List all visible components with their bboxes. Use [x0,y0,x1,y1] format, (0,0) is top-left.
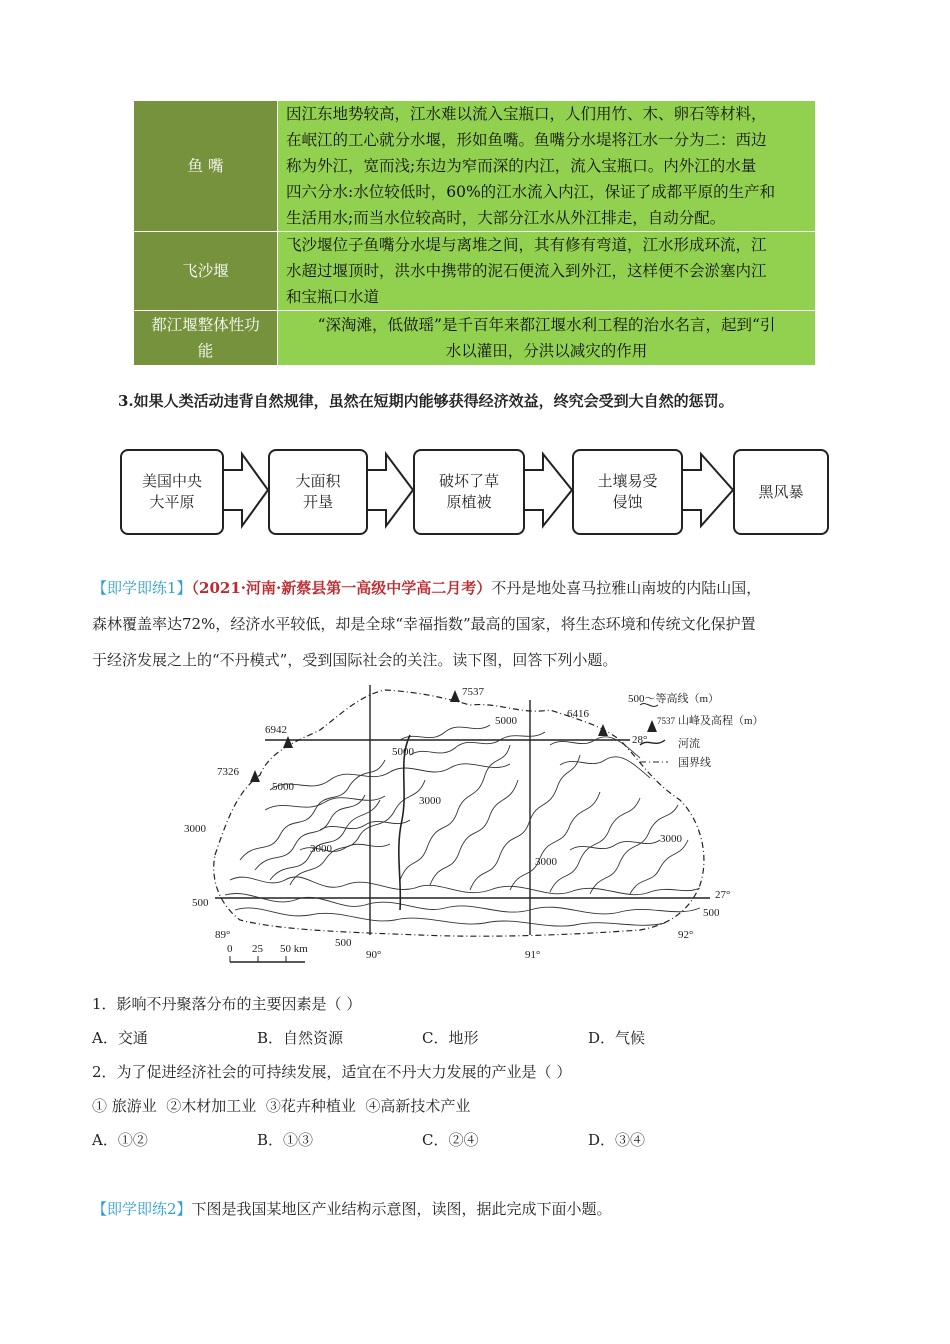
flow-box [733,449,829,535]
table-row [134,101,816,232]
flow-box [413,449,525,535]
longitude-label: 91° [525,949,541,961]
paragraph-line: 于经济发展之上的“不丹模式”，受到国际社会的关注。读下图，回答下列小题。 [92,651,618,669]
table-row [134,232,816,311]
contour-label: 3000 [310,843,332,855]
option-b[interactable]: B．自然资源 [257,1029,344,1047]
flow-line: 侵蚀 [612,493,643,511]
text-line: 水超过堰顶时，洪水中携带的泥石便流入到外江，这样便不会淤塞内江 [286,262,767,280]
paragraph-line: 森林覆盖率达72%，经济水平较低，却是全球“幸福指数”最高的国家，将生态环境和传统文化保护置 [92,615,756,633]
flow-line: 破坏了草 [438,472,499,490]
row-header [134,311,278,366]
flow-line: 大面积 [295,472,341,490]
latitude-label: 28° [632,734,648,746]
legend-border: 国界线 [678,757,711,769]
option-a[interactable]: A．①② [92,1131,148,1149]
legend-peak-value: 7537 [657,716,675,726]
contour-lines [225,725,700,926]
section-heading: 3.如果人类活动违背自然规律，虽然在短期内能够获得经济效益，终究会受到大自然的惩罚。 [118,392,734,410]
arrow-icon [366,454,413,526]
contour-label: 5000 [495,715,517,727]
contour-label: 3000 [535,856,557,868]
legend-contour: 500～等高线（m） [628,693,720,705]
dujiangyan-table [133,100,816,366]
longitude-label: 90° [366,949,382,961]
flow-line: 黑风暴 [758,482,804,501]
text-line: 四六分水:水位较低时，60%的江水流入内江，保证了成都平原的生产和 [286,183,776,201]
practice-paragraph [92,570,862,678]
text-line: 和宝瓶口水道 [286,288,380,306]
contour-label: 3000 [184,823,206,835]
flow-box [572,449,683,535]
text-line: 在岷江的工心就分水堰，形如鱼嘴。鱼嘴分水堤将江水一分为二：西边 [286,131,767,149]
option-d[interactable]: D．气候 [588,1029,646,1047]
question-stem: 1．影响不丹聚落分布的主要因素是（ ） [92,995,362,1013]
longitude-label: 89° [215,929,231,941]
legend-peak: 山峰及高程（m） [678,715,764,727]
practice-tag: 【即学即练2】 [92,1200,192,1218]
row-content [278,311,816,366]
header-line: 能 [197,342,214,360]
source-label: （2021·河南·新蔡县第一高级中学高二月考） [191,579,492,597]
flow-line: 原植被 [446,493,492,511]
row-content [278,101,816,232]
option-b[interactable]: B．①③ [257,1131,314,1149]
paragraph-text: 下图是我国某地区产业结构示意图，读图，据此完成下面小题。 [191,1200,612,1218]
option-c[interactable]: C．地形 [422,1029,479,1047]
flow-line: 土壤易受 [597,472,658,490]
flow-line: 大平原 [149,493,195,511]
peak-label: 6942 [265,724,287,736]
contour-label: 5000 [272,781,294,793]
scale-label: 0 [227,943,233,955]
text-line: 生活用水;而当水位较高时，大部分江水从外江排走，自动分配。 [286,209,726,227]
contour-label: 3000 [419,795,441,807]
latitude-label: 27° [715,889,731,901]
peak-icon [598,724,608,736]
contour-label: 5000 [392,746,414,758]
row-header: 鱼 嘴 [134,101,278,232]
flow-box [120,449,224,535]
flow-line: 美国中央 [141,472,202,490]
scale-label: 25 [252,943,263,955]
text-line: “深淘滩，低做瑶”是千百年来都江堰水利工程的治水名言，起到“引 [317,316,776,334]
option-c[interactable]: C．②④ [422,1131,479,1149]
text-line: 因江东地势较高，江水难以流入宝瓶口，人们用竹、木、卵石等材料， [286,105,767,123]
row-content [278,232,816,311]
bhutan-map [170,680,770,980]
text-line: 飞沙堰位子鱼嘴分水堤与离堆之间，其有修有弯道，江水形成环流，江 [286,236,767,254]
peak-icon [283,736,293,748]
header-line: 都江堰整体性功 [151,316,260,334]
scale-label: 50 km [280,943,308,955]
practice-tag: 【即学即练1】 [92,579,192,597]
flow-line: 开垦 [302,493,333,511]
arrow-icon [681,454,733,526]
text-line: 称为外江，宽而浅;东边为窄而深的内江，流入宝瓶口。内外江的水量 [286,157,757,175]
contour-label: 500 [192,897,209,909]
practice-paragraph [92,1198,612,1219]
legend-river: 河流 [678,738,700,750]
text-line: 水以灌田，分洪以减灾的作用 [445,342,648,360]
peak-icon [647,720,657,732]
question-stem: 2．为了促进经济社会的可持续发展，适宜在不丹大力发展的产业是（ ） [92,1063,572,1081]
paragraph-line [92,570,862,606]
arrow-icon [523,454,572,526]
contour-label: 500 [335,937,352,949]
paragraph-text: 不丹是地处喜马拉雅山南坡的内陆山国， [491,579,762,597]
option-d[interactable]: D．③④ [588,1131,646,1149]
arrow-icon [222,454,268,526]
peak-label: 7537 [462,686,484,698]
peak-label: 7326 [217,766,239,778]
peak-label: 6416 [567,708,589,720]
longitude-label: 92° [678,929,694,941]
contour-label: 3000 [660,833,682,845]
question-items: ① 旅游业 ②木材加工业 ③花卉种植业 ④高新技术产业 [92,1097,471,1115]
table-row [134,311,816,366]
peak-icon [450,690,460,702]
row-header: 飞沙堰 [134,232,278,311]
contour-label: 500 [703,907,720,919]
flow-box [268,449,368,535]
option-a[interactable]: A．交通 [92,1029,148,1047]
